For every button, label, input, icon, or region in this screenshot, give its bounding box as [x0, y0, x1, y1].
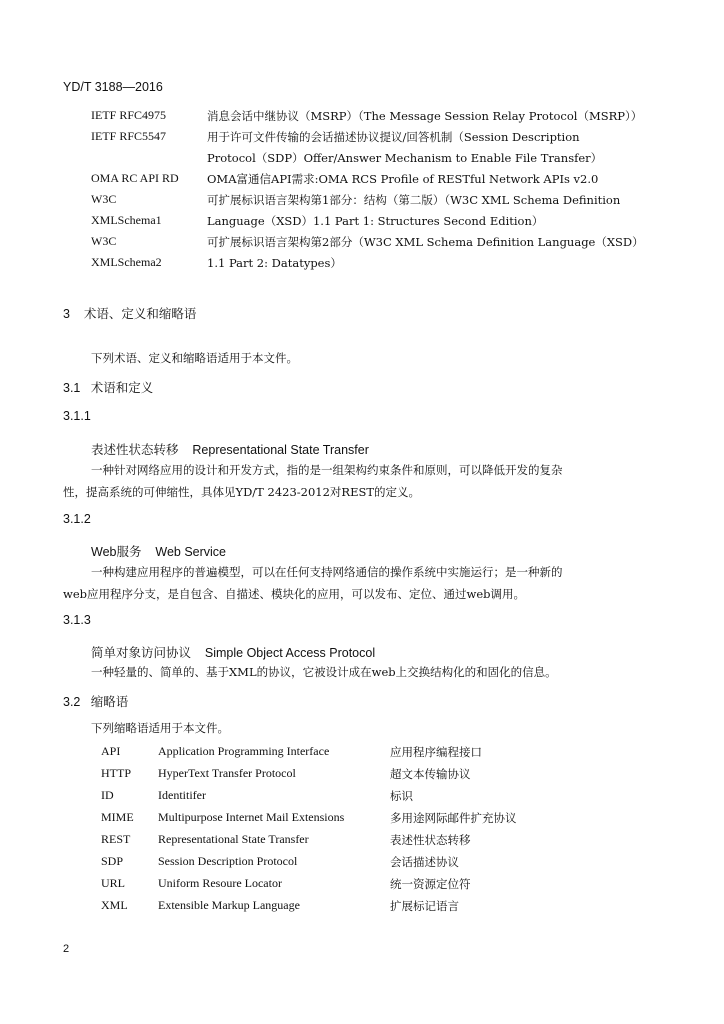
- reference-code: IETF RFC4975: [91, 108, 167, 122]
- abbreviation-chinese: 超文本传输协议: [390, 767, 471, 781]
- abbreviation-english: Session Description Protocol: [158, 854, 298, 868]
- term-definition: 一种轻量的、简单的、基于XML的协议，它被设计成在web上交换结构化的和固化的信息。: [91, 665, 557, 679]
- abbreviation-chinese: 表述性状态转移: [390, 833, 471, 847]
- reference-code: XMLSchema2: [91, 255, 162, 269]
- abbreviation-english: Extensible Markup Language: [158, 898, 300, 912]
- reference-code: OMA RC API RD: [91, 171, 179, 185]
- reference-description: 可扩展标识语言架构第2部分（W3C XML Schema Definition Language（XSD）: [207, 235, 644, 249]
- abbreviation: MIME: [101, 810, 134, 824]
- reference-code: W3C: [91, 234, 117, 248]
- abbreviation: SDP: [101, 854, 124, 868]
- reference-description: 可扩展标识语言架构第1部分：结构（第二版）（W3C XML Schema Definition: [207, 193, 621, 207]
- term-title: 简单对象访问协议 Simple Object Access Protocol: [91, 646, 376, 660]
- reference-code: IETF RFC5547: [91, 129, 167, 143]
- abbreviation-english: Multipurpose Internet Mail Extensions: [158, 810, 345, 824]
- term-title: Web服务 Web Service: [91, 545, 226, 559]
- section-3-2-intro: 下列缩略语适用于本文件。: [91, 721, 229, 735]
- abbreviation: URL: [101, 876, 125, 890]
- abbreviation-english: Application Programming Interface: [158, 744, 330, 758]
- section-3-heading: 3 术语、定义和缩略语: [63, 307, 197, 321]
- document-id: YD/T 3188—2016: [63, 80, 163, 94]
- term-number: 3.1.3: [63, 613, 91, 627]
- term-definition: 一种构建应用程序的普遍模型，可以在任何支持网络通信的操作系统中实施运行；是一种新的: [91, 565, 563, 579]
- abbreviation: XML: [101, 898, 128, 912]
- reference-code: W3C: [91, 192, 117, 206]
- abbreviation: REST: [101, 832, 131, 846]
- reference-description: 1.1 Part 2: Datatypes）: [207, 256, 342, 270]
- abbreviation-chinese: 会话描述协议: [390, 855, 459, 869]
- section-3-2-heading: 3.2 缩略语: [63, 695, 129, 709]
- reference-description: Protocol（SDP）Offer/Answer Mechanism to Enable File Transfer）: [207, 151, 603, 165]
- abbreviation: ID: [101, 788, 114, 802]
- page-number: 2: [63, 943, 70, 955]
- term-definition: 一种针对网络应用的设计和开发方式，指的是一组架构约束条件和原则，可以降低开发的复杂: [91, 463, 563, 477]
- abbreviation-chinese: 应用程序编程接口: [390, 745, 482, 759]
- abbreviation-english: Identitifer: [158, 788, 206, 802]
- reference-description: 用于许可文件传输的会话描述协议提议/回答机制（Session Description: [207, 130, 580, 144]
- section-3-1-heading: 3.1 术语和定义: [63, 381, 154, 395]
- abbreviation-english: Representational State Transfer: [158, 832, 309, 846]
- abbreviation-chinese: 扩展标记语言: [390, 899, 459, 913]
- term-definition: web应用程序分支，是自包含、自描述、模块化的应用，可以发布、定位、通过web调用。: [63, 587, 526, 601]
- term-number: 3.1.1: [63, 409, 91, 423]
- reference-description: Language（XSD）1.1 Part 1: Structures Second Edition）: [207, 214, 544, 228]
- abbreviation: HTTP: [101, 766, 131, 780]
- abbreviation-english: HyperText Transfer Protocol: [158, 766, 296, 780]
- abbreviation: API: [101, 744, 121, 758]
- abbreviation-chinese: 多用途网际邮件扩充协议: [390, 811, 517, 825]
- reference-description: OMA富通信API需求:OMA RCS Profile of RESTful Network APIs v2.0: [207, 172, 599, 186]
- section-3-intro: 下列术语、定义和缩略语适用于本文件。: [91, 351, 298, 365]
- reference-description: 消息会话中继协议（MSRP）（The Message Session Relay Protocol（MSRP））: [207, 109, 643, 123]
- term-definition: 性，提高系统的可伸缩性，具体见YD/T 2423-2012对REST的定义。: [63, 485, 421, 499]
- term-number: 3.1.2: [63, 512, 91, 526]
- abbreviation-english: Uniform Resoure Locator: [158, 876, 282, 890]
- term-title: 表述性状态转移 Representational State Transfer: [91, 443, 369, 457]
- abbreviation-chinese: 标识: [390, 789, 413, 803]
- abbreviation-chinese: 统一资源定位符: [390, 877, 471, 891]
- reference-code: XMLSchema1: [91, 213, 162, 227]
